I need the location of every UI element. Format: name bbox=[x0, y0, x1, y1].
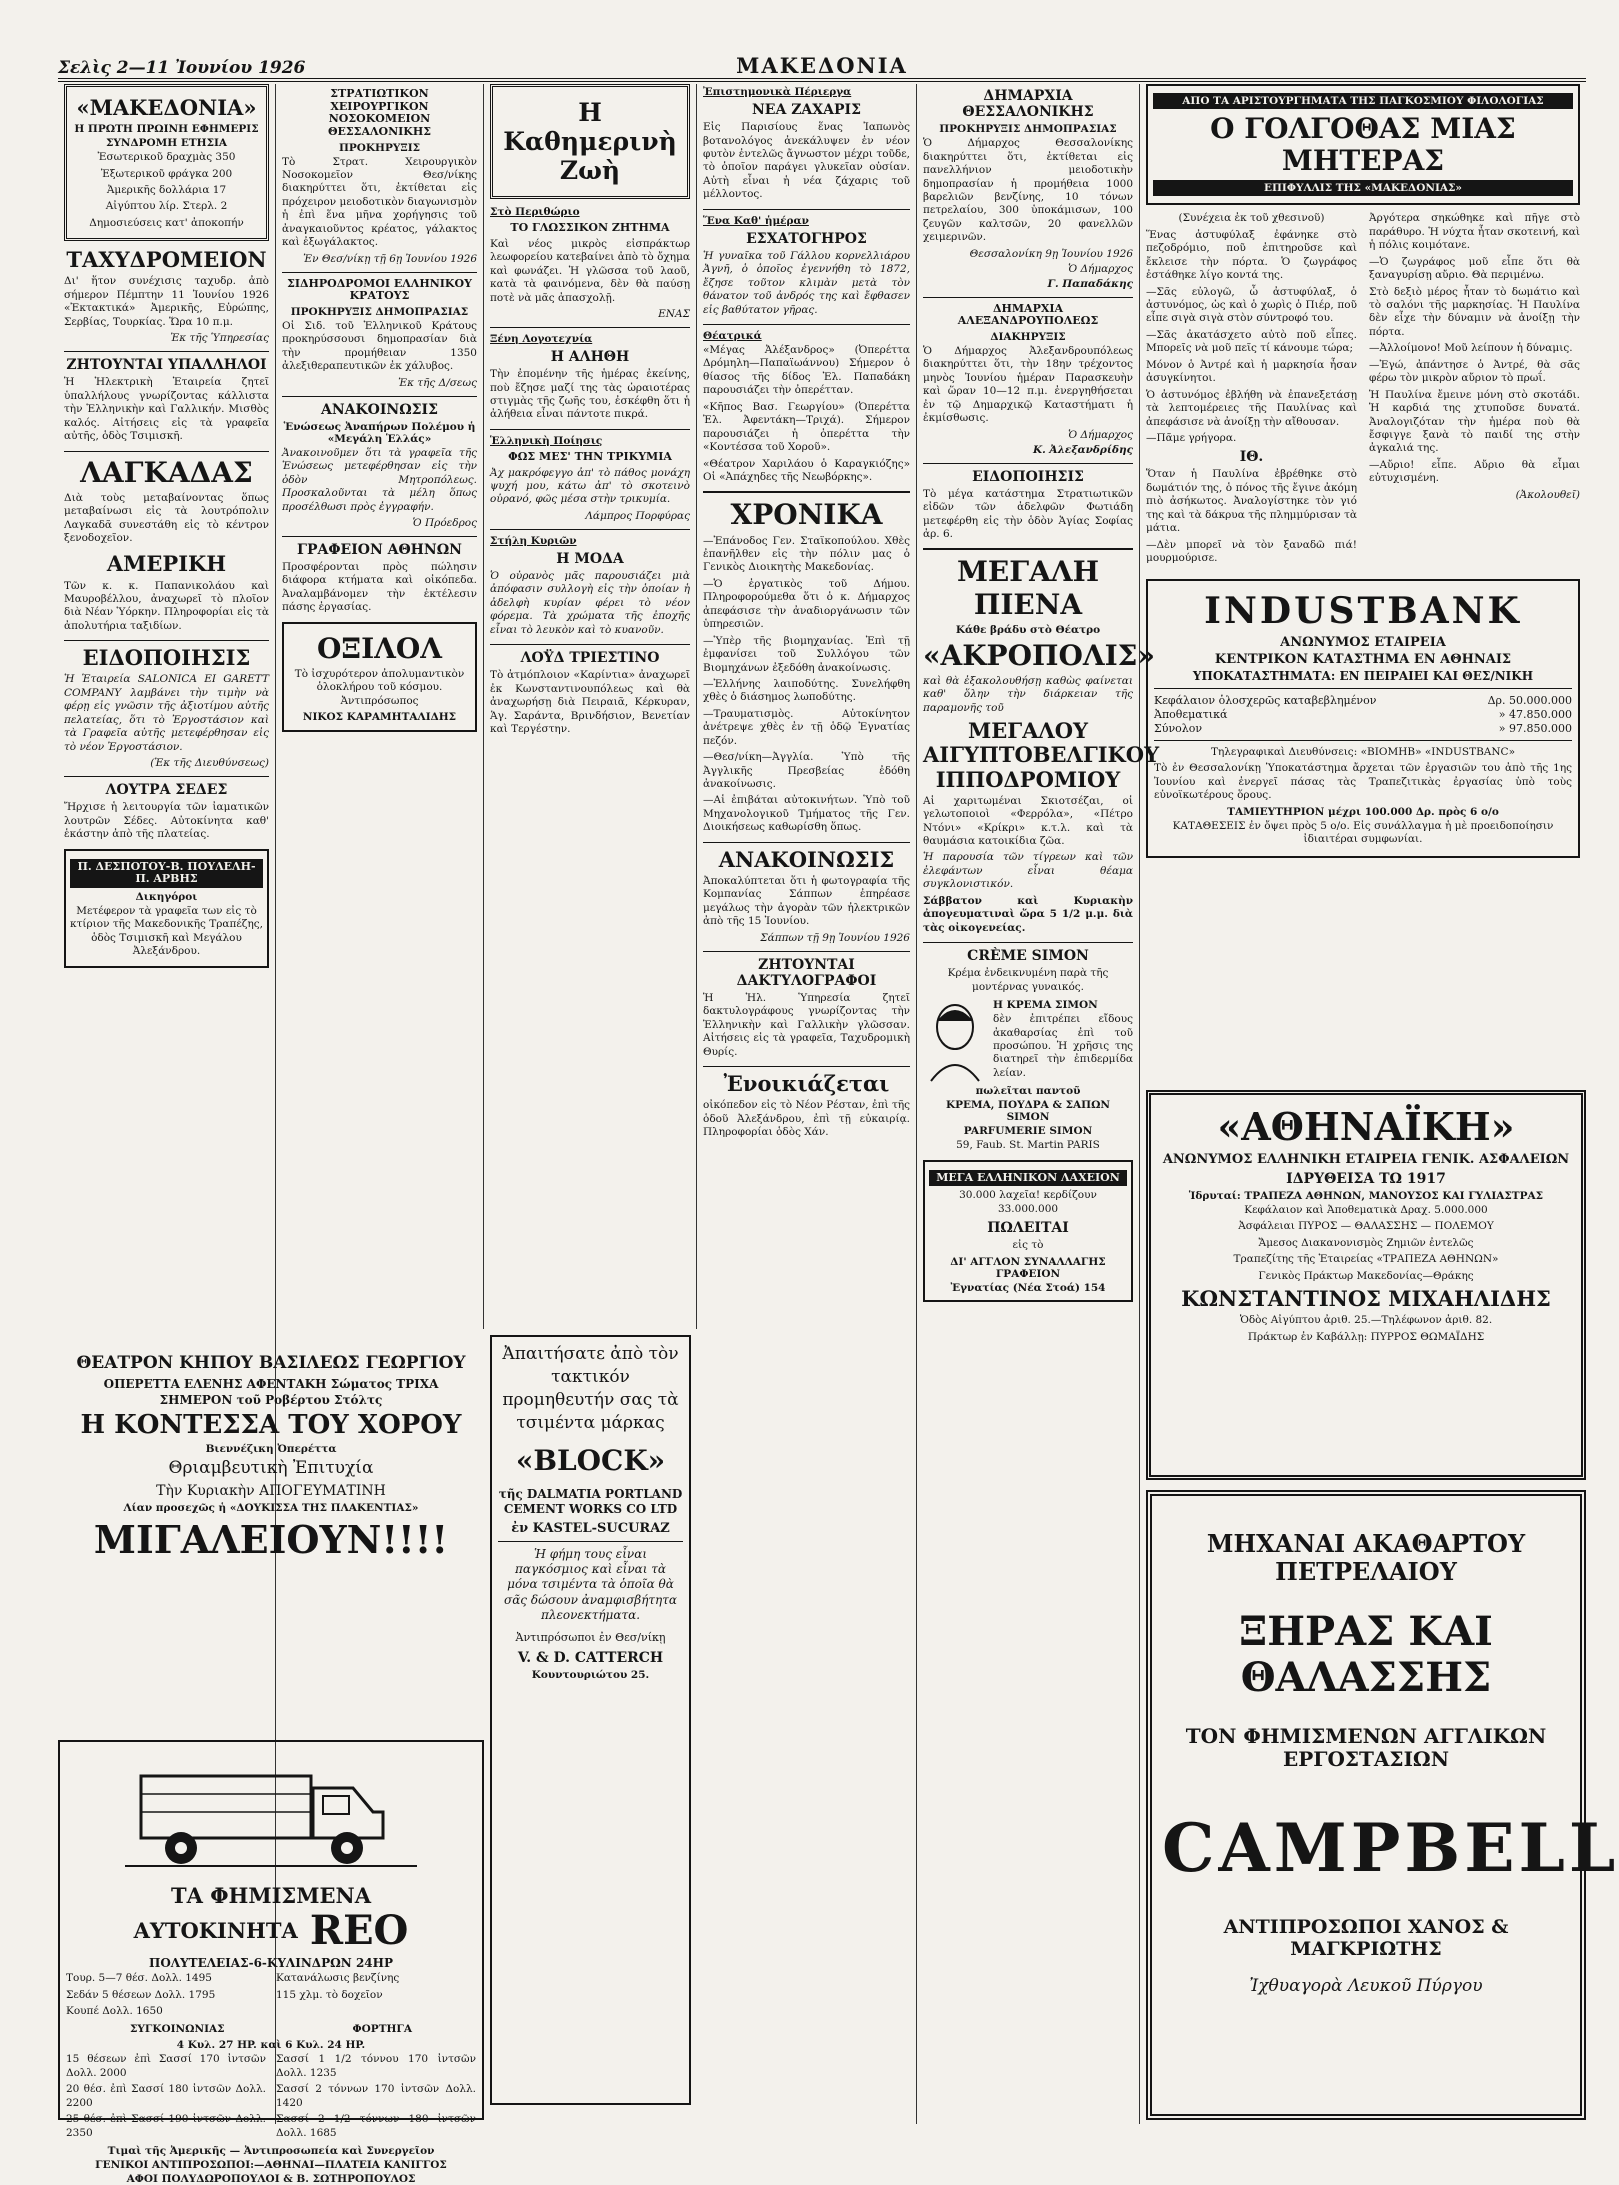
industbank-row-label: Ἀποθεματικά bbox=[1154, 707, 1228, 721]
industbank-branches: ΥΠΟΚΑΤΑΣΤΗΜΑΤΑ: ΕΝ ΠΕΙΡΑΙΕΙ ΚΑΙ ΘΕΣ/ΝΙΚΗ bbox=[1192, 668, 1534, 683]
lawyers-title: Π. ΔΕΣΠΟΤΟΥ-Β. ΠΟΥΛΕΛΗ-Π. ΑΡΒΗΣ bbox=[70, 859, 263, 888]
hospital-sig: Ἐν Θεσ/νίκῃ τῇ 6ῃ Ἰουνίου 1926 bbox=[303, 252, 477, 265]
reo-bus-spec: 4 Κυλ. 27 HP. καὶ 6 Κυλ. 24 HP. bbox=[176, 2039, 366, 2052]
wanted-text: Ἡ Ἡλεκτρικὴ Ἑταιρεία ζητεῖ ὑπαλλήλους γνωρίζοντας κάλλιστα τὴν Ἑλληνικὴν καὶ Γαλλικήν. Μισθὸς καλός. Αἰτήσεις εἰς τὰ γραφεῖα αὐτῆς, ὁδὸς Τσιμισκῆ. bbox=[64, 376, 269, 443]
industbank-subtitle: ΑΝΩΝΥΜΟΣ ΕΤΑΙΡΕΙΑ bbox=[1280, 634, 1446, 650]
reo-freight-title: ΦΟΡΤΗΓΑ bbox=[352, 2023, 413, 2036]
chronicles bbox=[703, 499, 910, 834]
railways-notice bbox=[282, 278, 477, 389]
alexandroupolis-sig-name: Κ. Ἀλεξανδρίδης bbox=[1032, 443, 1133, 456]
veterans-text: Ἀνακοινοῦμεν ὅτι τὰ γραφεῖα τῆς Ἑνώσεως μετεφέρθησαν εἰς τὴν ὁδὸν Μητροπόλεως. Προσκαλοῦνται τὰ μέλη ὅπως προσέλθωσι πρὸς ἐγγραφήν. bbox=[282, 446, 477, 513]
chronicle-item: —Θεσ/νίκη—Ἀγγλία. Ὑπὸ τῆς Ἀγγλικῆς Πρεσβείας ἐδόθη ἀνακοίνωσις. bbox=[703, 751, 910, 790]
campbell-line3: ΤΟΝ ΦΗΜΙΣΜΕΝΩΝ ΑΓΓΛΙΚΩΝ ΕΡΓΟΣΤΑΣΙΩΝ bbox=[1185, 1724, 1547, 1772]
chronicle-item: —Ὑπὲρ τῆς βιομηχανίας. Ἐπὶ τῇ ἐμφανίσει τοῦ Συλλόγου τῶν Βιομηχάνων ἐξεδόθη ἀνακοίνωσις. bbox=[703, 634, 910, 674]
circus-text2: Αἱ χαριτωμέναι Σκιοτσέζαι, οἱ γελωτοποιοὶ «Φερρόλα», «Πέτρο Ντόνι» «Κρίκρι» κ.τ.λ. καὶ τὰ θαυμάσια κατοικίδια ζῶα. bbox=[923, 794, 1133, 848]
athinaiki-title: «ΑΘΗΝΑΪΚΗ» bbox=[1217, 1104, 1515, 1149]
language-kicker: Στὸ Περιθώριο bbox=[490, 206, 580, 219]
hospital-title: ΣΤΡΑΤΙΩΤΙΚΟΝ ΧΕΙΡΟΥΡΓΙΚΟΝ ΝΟΣΟΚΟΜΕΙΟΝ ΘΕΣΣΑΛΟΝΙΚΗΣ bbox=[327, 87, 432, 138]
trieste-text: Τὸ ἀτμόπλοιον «Καρίντια» ἀναχωρεῖ ἐκ Κωνσταντινουπόλεως καὶ θὰ ἀναχωρήσῃ διὰ Πειραιᾶ, Κέρκυραν, Ἁγ. Σαράντα, Βρινδήσιον, Βενετίαν καὶ Τεργέστην. bbox=[490, 669, 690, 735]
reo-price-row: Κουπέ Δολλ. 1650 bbox=[66, 2005, 163, 2018]
block-ad-agent: Ἀντιπρόσωποι ἐν Θεσ/νίκῃ bbox=[515, 1631, 666, 1645]
theater-listing: «Μέγας Ἀλέξανδρος» (Ὀπερέττα Δρόμηλη—Παπαϊωάννου) Σήμερον ὁ θίασος τῆς δίδος Ἐλ. Παπαδάκη παρουσιάζει τὴν ὀπερέτταν. bbox=[703, 344, 910, 397]
creme-title: CRÈME SIMON bbox=[967, 948, 1089, 965]
lawyers-ad bbox=[64, 849, 269, 968]
serial-header bbox=[1146, 84, 1580, 205]
subscription-subtitle: Η ΠΡΩΤΗ ΠΡΩΙΝΗ ΕΦΗΜΕΡΙΣ bbox=[74, 123, 259, 136]
oxilol-text: Τὸ ἰσχυρότερον ἀπολυμαντικὸν ὁλοκλήρου τοῦ κόσμου. Ἀντιπρόσωπος bbox=[294, 667, 465, 707]
oxilol-agent: ΝΙΚΟΣ ΚΑΡΑΜΗΤΑΛΙΔΗΣ bbox=[302, 711, 457, 724]
poem-title: ΦΩΣ ΜΕΣ' ΤΗΝ ΤΡΙΚΥΜΙΑ bbox=[508, 449, 672, 463]
reo-brothers: ΑΦΟΙ ΠΟΛΥΔΩΡΟΠΟΥΛΟΙ & Β. ΣΩΤΗΡΟΠΟΥΛΟΣ bbox=[126, 2173, 416, 2185]
block-ad-brand: «BLOCK» bbox=[515, 1443, 666, 1477]
municipality-subtitle: ΠΡΟΚΗΡΥΞΙΣ ΔΗΜΟΠΡΑΣΙΑΣ bbox=[939, 123, 1117, 136]
block-cement-ad bbox=[490, 1335, 691, 2105]
industbank-row-value: » 97.850.000 bbox=[1498, 721, 1572, 735]
block-ad-address: Κουντουριώτου 25. bbox=[531, 1668, 650, 1681]
serial-title: Ο ΓΟΛΓΟΘΑΣ ΜΙΑΣ ΜΗΤΕΡΑΣ bbox=[1210, 112, 1516, 178]
serial-body bbox=[1146, 212, 1580, 568]
woman-portrait-icon bbox=[923, 997, 987, 1081]
industbank-row bbox=[1154, 708, 1572, 721]
chronicle-item: —Ὁ ἐργατικὸς τοῦ Δήμου. Πληροφορούμεθα ὅτι ὁ κ. Δήμαρχος ἀπεφάσισε τὴν ἀναδιοργάνωσιν τῶν ὑπηρεσιῶν. bbox=[703, 577, 910, 631]
block-ad-line1: Ἀπαιτήσατε ἀπὸ τὸν τακτικόν προμηθευτήν σας τὰ τσιμέντα μάρκας bbox=[502, 1344, 679, 1433]
athinaiki-insurance-ad bbox=[1146, 1090, 1586, 1480]
campbell-line2: ΞΗΡΑΣ ΚΑΙ ΘΑΛΑΣΣΗΣ bbox=[1239, 1608, 1493, 1702]
serial-paragraph: —Αὔριο! εἶπε. Αὔριο θὰ εἶμαι εὐτυχισμένη. bbox=[1369, 458, 1580, 485]
language-title: ΤΟ ΓΛΩΣΣΙΚΟΝ ΖΗΤΗΜΑ bbox=[510, 221, 670, 235]
circus-text: καὶ θὰ ἐξακολουθήσῃ καθὼς φαίνεται καθ' ὅλην τὴν διάρκειαν τῆς παραμονῆς τοῦ bbox=[923, 675, 1133, 714]
theater-listings bbox=[703, 330, 910, 484]
circus-ad bbox=[923, 555, 1160, 935]
chronicle-item: —Αἱ ἐπιβάται αὐτοκινήτων. Ὑπὸ τοῦ Μηχανολογικοῦ Τμήματος τῆς Γεν. Διοικήσεως καθωρίσθη ὅπως. bbox=[703, 794, 910, 834]
paper-name: ΜΑΚΕΔΟΝΙΑ bbox=[736, 53, 908, 78]
new-sugar-story bbox=[703, 86, 910, 202]
reo-prices: Τιμαὶ τῆς Ἀμερικῆς — Ἀντιπροσωπεία καὶ Συνεργεῖον bbox=[107, 2145, 435, 2158]
chronicle-item: —Ἐλλήνης λαιποδύτης. Συνελήφθη χθὲς ὁ διάσημος λωποδύτης. bbox=[703, 677, 910, 704]
column-4 bbox=[697, 84, 917, 2124]
campbell-agents: ΑΝΤΙΠΡΟΣΩΠΟΙ ΧΑΝΟΣ & ΜΑΓΚΡΙΩΤΗΣ bbox=[1223, 1916, 1509, 1960]
old-age-text: Ἡ γυναῖκα τοῦ Γάλλου κορνελλιάρου Ἀγνῆ, ὁ ὁποῖος ἐγεννήθη τὸ 1872, ἔζησε τοῦτον κλιμὰν μετὰ τὸν θάνατον τοῦ ἀνδρός της καὶ ἔφθασεν εἰς βαθύτατον γῆρας. bbox=[703, 249, 910, 316]
industbank-row-value: Δρ. 50.000.000 bbox=[1487, 693, 1572, 707]
company-notice-title: ΕΙΔΟΠΟΙΗΣΙΣ bbox=[82, 645, 251, 671]
column-2 bbox=[276, 84, 484, 1329]
theater-venue: ΘΕΑΤΡΟΝ ΚΗΠΟΥ ΒΑΣΙΛΕΩΣ ΓΕΩΡΓΙΟΥ bbox=[76, 1353, 466, 1373]
railways-sig: Ἐκ τῆς Δ/σεως bbox=[398, 376, 477, 389]
industbank-row bbox=[1154, 722, 1572, 735]
language-column bbox=[490, 206, 690, 320]
trieste-notice bbox=[490, 650, 690, 736]
campbell-brand: CAMPBELL bbox=[1162, 1809, 1619, 1888]
old-age-story bbox=[703, 215, 910, 317]
announcement bbox=[703, 848, 910, 944]
column-5 bbox=[917, 84, 1160, 2124]
block-ad-line2: τῆς DALMATIA PORTLAND CEMENT WORKS CO LTD bbox=[498, 1486, 683, 1517]
athinaiki-subtitle: ΑΝΩΝΥΜΟΣ ΕΛΛΗΝΙΚΗ ΕΤΑΙΡΕΙΑ ΓΕΝΙΚ. ΑΣΦΑΛΕΙΩΝ bbox=[1162, 1151, 1570, 1167]
serial-kicker: ΑΠΟ ΤΑ ΑΡΙΣΤΟΥΡΓΗΜΑΤΑ ΤΗΣ ΠΑΓΚΟΣΜΙΟΥ ΦΙΛΟΛΟΓΙΑΣ bbox=[1153, 93, 1573, 109]
america-text: Τῶν κ. κ. Παπανικολάου καὶ Μαυροβέλλου, ἀναχωρεῖ τὸ πλοῖον διὰ Νέαν Ὑόρκην. Πληροφορίαι εἰς τὰ ἀπολυτήρια ταξιδίων. bbox=[64, 579, 269, 632]
creme-text: Κρέμα ἐνδεικνυμένη παρὰ τῆς μοντέρνας γυναικός. bbox=[947, 967, 1109, 993]
industbank-row-label: Σύνολον bbox=[1154, 721, 1203, 735]
reo-brand: REO bbox=[309, 1907, 409, 1955]
industbank-deposits: ΚΑΤΑΘΕΣΕΙΣ ἐν ὄψει πρὸς 5 ο/ο. Εἰς συνάλλαγμα ἡ μὲ προειδοποίησιν ἰδιαιτέραι συμφωνίαι. bbox=[1172, 819, 1554, 846]
creme-text2: δὲν ἐπιτρέπει εἴδους ἀκαθαρσίας ἐπὶ τοῦ προσώπου. Ἡ χρῆσις της διατηρεῖ τὴν ἐπιδερμίδα λείαν. bbox=[993, 1013, 1133, 1079]
old-age-kicker: Ἕνα Καθ' ἡμέραν bbox=[703, 214, 809, 227]
serial-paragraph: Ὅταν ἡ Παυλίνα ἐβρέθηκε στὸ δωμάτιόν της, ὁ πόνος τῆς ἔγινε ἀκόμη πιὸ ἀσήκωτος. Ἀναλογίστηκε τὸν γιό της καὶ τὰ δάκρυα τῆς πλημμύρισαν τὰ μάτια. bbox=[1146, 468, 1357, 535]
theater-today: ΣΗΜΕΡΟΝ τοῦ Ροβέρτου Στόλτς bbox=[159, 1392, 383, 1407]
subscription-line: Ἐξωτερικοῦ φράγκα 200 bbox=[100, 167, 233, 180]
subscription-title: «ΜΑΚΕΔΟΝΙΑ» bbox=[76, 95, 257, 120]
reo-bus-title: ΣΥΓΚΟΙΝΩΝΙΑΣ bbox=[129, 2023, 225, 2036]
announcement-sig: Σάππων τῇ 9ῃ Ἰουνίου 1926 bbox=[760, 931, 910, 944]
theater-listing: «Κῆπος Βασ. Γεωργίου» (Ὀπερέττα Ἐλ. Ἀφεντάκη—Τριχά). Σήμερον παρουσιάζει ἡ ὀπερέττα τὴν «Κοντέσσα τοῦ Χοροῦ». bbox=[703, 400, 910, 454]
reo-spec: ΠΟΛΥΤΕΛΕΙΑΣ-6-ΚΥΛΙΝΔΡΩΝ 24HP bbox=[148, 1956, 394, 1971]
athinaiki-bank: Τραπεζίτης τῆς Ἑταιρείας «ΤΡΑΠΕΖΑ ΑΘΗΝΩΝ» bbox=[1233, 1253, 1499, 1266]
lottery-address: Ἐγνατίας (Νέα Στοά) 154 bbox=[950, 1281, 1106, 1294]
alexandroupolis-title: ΔΗΜΑΡΧΙΑ ΑΛΕΞΑΝΔΡΟΥΠΟΛΕΩΣ bbox=[957, 301, 1099, 328]
reo-freight-row: Σασσί 1 1/2 τόννου 170 ἰντσῶν Δολλ. 1235 bbox=[276, 2053, 476, 2079]
alexandroupolis-text: Ὁ Δήμαρχος Ἀλεξανδρουπόλεως διακηρύττει ὅτι, τὴν 18ην τρέχοντος μηνὸς Ἰουνίου ἡμέραν Παρασκευὴν καὶ ὥραν 10—12 π.μ. ἐνεργηθήσεται ἐν τῷ Δημαρχικῷ Καταστήματι ἡ ἐκμίσθωσις. bbox=[923, 344, 1133, 425]
circus-text4: Σάββατον καὶ Κυριακὴν ἀπογευματιναὶ ὥρα 5 1/2 μ.μ. διὰ τὰς οἰκογενείας. bbox=[923, 894, 1133, 934]
for-rent-title: Ἐνοικιάζεται bbox=[723, 1071, 890, 1097]
reo-price-row: Σεδάν 5 θέσεων Δολλ. 1795 bbox=[66, 1988, 216, 2001]
industbank-savings: ΤΑΜΙΕΥΤΗΡΙΟΝ μέχρι 100.000 Δρ. πρὸς 6 ο/ο bbox=[1227, 805, 1499, 818]
lottery-title: ΜΕΓΑ ΕΛΛΗΝΙΚΟΝ ΛΑΧΕΙΟΝ bbox=[929, 1170, 1127, 1187]
wanted-notice bbox=[64, 357, 269, 443]
reo-bus-row: 15 θέσεων ἐπὶ Σασσί 170 ἰντσῶν Δολλ. 2000 bbox=[66, 2053, 266, 2079]
subscription-line: Αἰγύπτου λίρ. Στερλ. 2 bbox=[105, 200, 228, 213]
poem-sig: Λάμπρος Πορφύρας bbox=[585, 509, 690, 522]
lagkadas-title: ΛΑΓΚΑΔΑΣ bbox=[80, 455, 253, 489]
alexandroupolis-subtitle: ΔΙΑΚΗΡΥΞΙΣ bbox=[990, 330, 1066, 343]
poem-text: Ἀχ μακρόφεγγο ἀπ' τὸ πάθος μονάχη ψυχή μου, κάτω ἀπ' τὸ σκοτεινὸ οὐρανό, φῶς μέσα στὴν τρικυμία. bbox=[490, 466, 690, 506]
serial-paragraph: Ἕνας ἀστυφύλαξ ἐφάνηκε στὸ πεζοδρόμιο, ποῦ ἐπιτηροῦσε καὶ ἔκλεισε τὴν πόρτα. Ὁ ζωγράφος ἐστάθηκε λίγο κοντά της. bbox=[1146, 228, 1357, 282]
veterans-notice bbox=[282, 402, 477, 529]
creme-simon-ad bbox=[923, 948, 1133, 1153]
theater-title: ΜΙΓΑΛΕΙΟΥΝ!!!! bbox=[93, 1517, 449, 1563]
baths-text: Ἤρχισε ἡ λειτουργία τῶν ἰαματικῶν λουτρῶν Σέδες. Αὐτοκίνητα καθ' ἑκάστην ἀπὸ τῆς πλατείας. bbox=[64, 801, 269, 841]
baths-title: ΛΟΥΤΡΑ ΣΕΔΕΣ bbox=[105, 782, 228, 799]
serial-paragraph: Μόνον ὁ Ἀντρέ καὶ ἡ μαρκησία ἦσαν ἀσυγκίνητοι. bbox=[1146, 358, 1357, 385]
theater-ad bbox=[58, 1350, 484, 1730]
reo-line1: ΤΑ ΦΗΜΙΣΜΕΝΑ bbox=[170, 1883, 372, 1908]
serial-paragraph: —Πᾶμε γρήγορα. bbox=[1146, 431, 1237, 444]
for-rent-text: οἰκόπεδον εἰς τὸ Νέον Ρέσταν, ἐπὶ τῆς ὁδοῦ Ἀλεξάνδρου, ἐπὶ τῇ εὐκαιρίᾳ. Πληροφορίαι ὁδὸς Χάν. bbox=[703, 1099, 910, 1139]
serial-paragraph: —Σᾶς ἀκατάσχετο αὐτὸ ποῦ εἶπες. Μπορεῖς νὰ μοῦ πεῖς τί κάνουμε τώρα; bbox=[1146, 328, 1357, 355]
block-ad-agent-name: V. & D. CATTERCH bbox=[517, 1649, 664, 1666]
oxilol-ad bbox=[282, 622, 477, 733]
subscription-heading: ΣΥΝΔΡΟΜΗ ΕΤΗΣΙΑ bbox=[105, 137, 228, 150]
subscription-box bbox=[64, 84, 269, 241]
lottery-ad bbox=[923, 1160, 1133, 1302]
baths-notice bbox=[64, 782, 269, 841]
serial-sig: (Ἀκολουθεῖ) bbox=[1515, 488, 1580, 501]
lawyers-text: Μετέφερον τὰ γραφεῖα των εἰς τὸ κτίριον τῆς Μακεδονικῆς Τραπέζης, ὁδὸς Τσιμισκῆ καὶ Μεγάλου Ἀλεξάνδρου. bbox=[70, 904, 264, 958]
typists-wanted bbox=[703, 957, 910, 1059]
serial-paragraph: Ἡ Παυλίνα ἔμεινε μόνη στὸ σκοτάδι. Ἡ καρδιά της χτυποῦσε δυνατά. Ἀναλογιζόταν τὴν ἡμέρα ποὺ θὰ ἔσφιγγε ξανὰ τὸ παιδί της στὴν ἀγκαλιά της. bbox=[1369, 388, 1580, 455]
industbank-row-value: » 47.850.000 bbox=[1498, 707, 1572, 721]
truth-title: Η ΑΛΗΘΗ bbox=[550, 349, 630, 366]
chronicle-item: —Τραυματισμὸς. Αὐτοκίνητον ἀνέτρεψε χθὲς ἐν τῇ ὁδῷ Ἐγνατίας πεζόν. bbox=[703, 707, 910, 747]
masthead bbox=[58, 48, 1586, 82]
reo-truck-ad bbox=[58, 1740, 484, 2185]
daily-life-title: Η Καθημερινὴ Ζωὴ bbox=[503, 98, 677, 185]
theater-listings-kicker: Θέατρικά bbox=[703, 330, 762, 342]
creme-brand: PARFUMERIE SIMON bbox=[963, 1125, 1093, 1138]
fashion-title: Η ΜΟΔΑ bbox=[556, 550, 624, 567]
america-notice bbox=[64, 552, 269, 633]
column-3 bbox=[484, 84, 697, 1329]
athens-office-notice bbox=[282, 542, 477, 615]
lottery-office: ΔΙ' ΑΓΓΛΟΝ ΣΥΝΑΛΛΑΓΗΣ ΓΡΑΦΕΙΟΝ bbox=[950, 1255, 1106, 1280]
theater-success: Θριαμβευτικὴ Ἐπιτυχία bbox=[168, 1458, 374, 1479]
serial-paragraph: —Σᾶς εὐλογῶ, ὦ ἀστυφύλαξ, ὁ ἀστυνόμος, ὡς καὶ ὁ χωρὶς ὁ Πιέρ, ποῦ εἶπε σιγὰ σιγὰ στὸν σύντροφό του. bbox=[1146, 285, 1357, 325]
creme-sell: πωλεῖται παντοῦ bbox=[975, 1085, 1081, 1098]
store-notice-title: ΕΙΔΟΠΟΙΗΣΙΣ bbox=[972, 468, 1084, 485]
block-ad-line3: Ἡ φήμη τους εἶναι παγκόσμιος καὶ εἶναι τὰ μόνα τσιμέντα τὰ ὁποῖα θὰ σᾶς δώσουν ἀναμφισβήτητα πλεονεκτήματα. bbox=[504, 1546, 677, 1623]
column-6 bbox=[1140, 84, 1586, 1169]
serial-subtitle: ΕΠΙΦΥΛΛΙΣ ΤΗΣ «ΜΑΚΕΔΟΝΙΑΣ» bbox=[1153, 180, 1573, 196]
athinaiki-kavala: Πράκτωρ ἐν Καβάλλῃ: ΠΥΡΡΟΣ ΘΩΜΑΪΔΗΣ bbox=[1247, 1330, 1485, 1343]
campbell-line1: ΜΗΧΑΝΑΙ ΑΚΑΘΑΡΤΟΥ ΠΕΤΡΕΛΑΙΟΥ bbox=[1206, 1529, 1526, 1586]
lottery-text: 30.000 λαχεῖα! κερδίζουν 33.000.000 bbox=[959, 1189, 1097, 1215]
language-sig: ΕΝΑΣ bbox=[658, 308, 690, 321]
municipality-date: Θεσσαλονίκη 9ῃ Ἰουνίου 1926 bbox=[969, 247, 1133, 260]
industbank-ad bbox=[1146, 579, 1580, 858]
serial-cont: (Συνέχεια ἐκ τοῦ χθεσινοῦ) bbox=[1178, 212, 1325, 225]
industbank-row bbox=[1154, 694, 1572, 707]
subscription-line: Δημοσιεύσεις κατ' ἀποκοπήν bbox=[89, 216, 244, 229]
theater-next: Λίαν προσεχῶς ἡ «ΔΟΥΚΙΣΣΑ ΤΗΣ ΠΛΑΚΕΝΤΙΑΣ» bbox=[123, 1502, 419, 1515]
circus-headline: ΜΕΓΑΛΗ ΠΙΕΝΑ bbox=[956, 555, 1100, 621]
announcement-text: Ἀποκαλύπτεται ὅτι ἡ φωτογραφία τῆς Κομπανίας Σάππων ἐπηρέασε μεγάλως τὴν ἀγορὰν τῶν ἠλεκτρικῶν ἀπὸ τῆς 15 Ἰουνίου. bbox=[703, 874, 910, 928]
athinaiki-claims: Ἄμεσος Διακανονισμὸς Ζημιῶν ἐντελῶς bbox=[1258, 1236, 1474, 1249]
athinaiki-agent-name: ΚΩΝΣΤΑΝΤΙΝΟΣ ΜΙΧΑΗΛΙΔΗΣ bbox=[1181, 1285, 1551, 1311]
veterans-subtitle: Ἑνώσεως Ἀναπήρων Πολέμου ἡ «Μεγάλη Ἑλλάς» bbox=[283, 420, 476, 445]
athens-office-title: ΓΡΑΦΕΙΟΝ ΑΘΗΝΩΝ bbox=[297, 541, 462, 558]
fashion-kicker: Στήλη Κυριῶν bbox=[490, 534, 577, 547]
store-notice bbox=[923, 469, 1133, 542]
reo-freight-row: Σασσί 2 1/2 τόννων 180 ἰντσῶν Δολλ. 1685 bbox=[276, 2113, 476, 2139]
railways-subtitle: ΠΡΟΚΗΡΥΞΙΣ ΔΗΜΟΠΡΑΣΙΑΣ bbox=[290, 305, 469, 318]
serial-paragraph: —Ὁ ζωγράφος μοῦ εἶπε ὅτι θὰ ξαναγυρίσῃ αὔριο. Θὰ περιμένω. bbox=[1369, 255, 1580, 282]
trieste-title: ΛΟΫΔ ΤΡΙΕΣΤΙΝΟ bbox=[520, 650, 660, 667]
truth-kicker: Ξένη Λογοτεχνία bbox=[490, 333, 593, 346]
athinaiki-agent: Γενικὸς Πράκτωρ Μακεδονίας—Θράκης bbox=[1258, 1269, 1474, 1282]
veterans-title: ΑΝΑΚΟΙΝΩΣΙΣ bbox=[320, 401, 439, 418]
athinaiki-capital: Κεφάλαιον καὶ Ἀποθεματικὰ Δραχ. 5.000.000 bbox=[1244, 1203, 1488, 1216]
industbank-row-label: Κεφάλαιον ὁλοσχερῶς καταβεβλημένον bbox=[1154, 693, 1377, 707]
circus-name: ΜΕΓΑΛΟΥ ΑΙΓΥΠΤΟΒΕΛΓΙΚΟΥ ΙΠΠΟΔΡΟΜΙΟΥ bbox=[923, 718, 1160, 792]
block-ad-place: ἐν KASTEL-SUCURAZ bbox=[511, 1520, 670, 1536]
serial-chapter: ΙΘ. bbox=[1239, 449, 1264, 466]
company-notice-sig: (Ἐκ τῆς Διευθύνσεως) bbox=[150, 757, 269, 770]
athinaiki-founded: ΙΔΡΥΘΕΙΣΑ ΤΩ 1917 bbox=[1286, 1170, 1446, 1187]
reo-reps: ΓΕΝΙΚΟΙ ΑΝΤΙΠΡΟΣΩΠΟΙ:—ΑΘΗΝΑΙ—ΠΛΑΤΕΙΑ ΚΑΝΙΓΓΟΣ bbox=[95, 2159, 447, 2172]
theater-company: ΟΠΕΡΕΤΤΑ ΕΛΕΝΗΣ ΑΦΕΝΤΑΚΗ Σώματος ΤΡΙΧΑ bbox=[103, 1376, 439, 1391]
fashion-text: Ὁ οὐρανὸς μᾶς παρουσιάζει μιὰ ἀπόφασιν συλλογὴ εἰς τὴν ὁποίαν ἡ ἀδελφὴ κυρίαν φέρει τὸ νέον φόρεμα. Τὰ χρώματα τῆς ἐποχῆς εἶναι τὸ λευκὸν καὶ τὸ κυανοῦν. bbox=[490, 569, 690, 636]
daily-life-banner bbox=[490, 84, 690, 199]
lawyers-heading: Δικηγόροι bbox=[135, 890, 198, 903]
alexandroupolis-notice bbox=[923, 303, 1133, 456]
serial-paragraph: —Ἐγώ, ἀπάντησε ὁ Ἀντρέ, θὰ σᾶς φέρω τὸν μικρὸν αὔριον τὸ πρωΐ. bbox=[1369, 358, 1580, 385]
serial-paragraph: —Δὲν μπορεῖ νὰ τὸν ξαναδῶ πιά! μουρμούρισε. bbox=[1146, 538, 1357, 565]
campbell-engines-ad bbox=[1146, 1490, 1619, 2120]
reo-fuel-row: Κατανάλωσις βενζίνης bbox=[276, 1972, 400, 1985]
circus-venue: «ΑΚΡΟΠΟΛΙΣ» bbox=[923, 638, 1155, 672]
industbank-text: Τὸ ἐν Θεσσαλονίκῃ Ὑποκατάστημα ἄρχεται τῶν ἐργασιῶν του ἀπὸ τῆς 1ης Ἰουνίου καὶ ἐνεργεῖ πάσας τὰς Τραπεζιτικὰς ἐργασίας ὑπὸ τοὺς εὐνοϊκωτέρους ὅρους. bbox=[1154, 762, 1572, 802]
fashion-column bbox=[490, 535, 690, 637]
new-sugar-kicker: Ἐπιστημονικὰ Πέριεργα bbox=[703, 86, 852, 98]
serial-paragraph: —Ἀλλοίμονο! Μοῦ λείπουν ἡ δύναμις. bbox=[1369, 342, 1573, 355]
municipality-sig-title: Ὁ Δήμαρχος bbox=[1068, 262, 1133, 275]
creme-line: ΚΡΕΜΑ, ΠΟΥΔΡΑ & ΣΑΠΩΝ SIMON bbox=[945, 1099, 1111, 1124]
subscription-line: Ἐσωτερικοῦ δραχμὰς 350 bbox=[97, 151, 236, 164]
post-office-text: Δι' ἥτον συνέχισις ταχυδρ. ἀπὸ σήμερον Πέμπτην 11 Ἰουνίου 1926 «Ἐκτακτικά» Ἀμερικῆς, Εὐρώπης, Σερβίας, Τουρκίας. Ὥρα 10 π.μ. bbox=[64, 275, 269, 328]
theater-listing: «Θέατρον Χαριλάου ὁ Καραγκιόζης» Οἱ «Ἀπάχηδες τῆς Νεωβόρκης». bbox=[703, 457, 910, 483]
reo-fuel-row: 115 χλμ. τὸ δοχεῖον bbox=[276, 1988, 383, 2001]
reo-bus-row: 25 θέσ. ἐπὶ Σασσί 190 ἰντσῶν Δολλ. 2350 bbox=[66, 2113, 266, 2139]
hospital-subtitle: ΠΡΟΚΗΡΥΞΙΣ bbox=[338, 141, 421, 154]
industbank-title: INDUSTBANK bbox=[1204, 589, 1522, 632]
reo-bus-row: 20 θέσ. ἐπὶ Σασσί 180 ἰντσῶν Δολλ. 2200 bbox=[66, 2083, 266, 2109]
poem-kicker: Ἑλληνικὴ Ποίησις bbox=[490, 434, 603, 447]
lagkadas-text: Διὰ τοὺς μεταβαίνοντας ὅπως μεταβαίνωσι εἰς τὰ λουτρόπολιν Λαγκαδᾶ συνεστάθη εἰς τὸ κέντρον ξενοδοχεῖον. bbox=[64, 491, 269, 544]
page-date: Σελὶς 2—11 Ἰουνίου 1926 bbox=[58, 58, 306, 78]
new-sugar-title: ΝΕΑ ΖΑΧΑΡΙΣ bbox=[752, 102, 861, 118]
theater-show: Η ΚΟΝΤΕΣΣΑ ΤΟΥ ΧΟΡΟΥ bbox=[80, 1409, 462, 1440]
post-office-sig: Ἐκ τῆς Ὑπηρεσίας bbox=[170, 332, 269, 345]
reo-line2: ΑΥΤΟΚΙΝΗΤΑ bbox=[133, 1918, 298, 1944]
serial-paragraph: Ὁ ἀστυνόμος ἐβλήθη νὰ ἐπανεξετάσῃ τὰ λεπτομέρειες τῆς Παυλίνας καὶ ἀπεφάσισε νὰ ἀνοίξῃ τὴν αἴθουσαν. bbox=[1146, 388, 1357, 428]
theater-genre: Βιεννέζικη Ὀπερέττα bbox=[205, 1443, 337, 1456]
america-title: ΑΜΕΡΙΚΗ bbox=[106, 551, 227, 577]
old-age-title: ΕΣΧΑΤΟΓΗΡΟΣ bbox=[746, 230, 867, 247]
industbank-telegraph: Τηλεγραφικαὶ Διευθύνσεις: «ΒΙΟΜΗΒ» «INDUSTBANC» bbox=[1210, 745, 1516, 758]
chronicles-title: ΧΡΟΝΙΚΑ bbox=[730, 498, 883, 532]
municipality-title: ΔΗΜΑΡΧΙΑ ΘΕΣΣΑΛΟΝΙΚΗΣ bbox=[962, 88, 1094, 121]
typists-text: Ἡ Ἡλ. Ὑπηρεσία ζητεῖ δακτυλογράφους γνωρίζοντας τὴν Ἑλληνικὴν καὶ Γαλλικὴν γλῶσσαν. Αἰτήσεις εἰς τὰ γραφεῖα, Ταχυδρομικὴ Θυρίς. bbox=[703, 991, 910, 1058]
railways-text: Οἱ Σιδ. τοῦ Ἑλληνικοῦ Κράτους προκηρύσσουσι δημοπρασίαν διὰ τὴν προμήθειαν 1350 ἀλεξιθεραπευτικῶν ἐκ χάλυβος. bbox=[282, 319, 477, 373]
company-notice-text: Ἡ Ἑταιρεία SALONICA ΕΙ GARETT COMPANY λαμβάνει τὴν τιμὴν νὰ φέρῃ εἰς γνῶσιν τῆς ἀξιοτίμου αὐτῆς πελατείας, ὅτι τὸ Ἐργοστάσιον καὶ τὰ Γραφεῖα αὐτῆς μετεφέρθησαν εἰς τὸ νέον Ἐργοστάσιον. bbox=[64, 673, 269, 753]
post-office-notice bbox=[64, 248, 269, 344]
creme-address: 59, Faub. St. Martin PARIS bbox=[956, 1139, 1100, 1152]
circus-text3: Ἡ παρουσία τῶν τίγρεων καὶ τῶν ἐλεφάντων εἶναι θέαμα συγκλονιστικόν. bbox=[923, 851, 1133, 891]
typists-title: ΖΗΤΟΥΝΤΑΙ ΔΑΚΤΥΛΟΓΡΑΦΟΙ bbox=[736, 956, 877, 989]
chronicle-item: —Ἐπάνοδος Γεν. Σταϊκοπούλου. Χθὲς ἐπανῆλθεν εἰς τὴν πόλιν μας ὁ Γενικὸς Διοικητὴς Μακεδονίας. bbox=[703, 534, 910, 574]
new-sugar-text: Εἰς Παρισίους ἕνας Ἰαπωνὸς βοτανολόγος ἀνεκάλυψεν ἐν νέον φυτὸν ἐντελῶς ἄγνωστον μέχρι τοῦδε, τὸ ὁποῖον παράγει γλυκεῖαν οὐσίαν. Αὐτὴ εἶναι ἡ νέα ζάχαρις τοῦ μέλλοντος. bbox=[703, 121, 910, 201]
lottery-text2: εἰς τὸ bbox=[1012, 1239, 1044, 1252]
veterans-sig: Ὁ Πρόεδρος bbox=[412, 516, 477, 529]
for-rent bbox=[703, 1072, 910, 1139]
theater-sunday: Τὴν Κυριακὴν ΑΠΟΓΕΥΜΑΤΙΝΗ bbox=[156, 1482, 386, 1499]
truth-text: Τὴν ἐπομένην τῆς ἡμέρας ἐκείνης, ποὺ ἔζησε μαζί της τὰς ὡραιοτέρας στιγμὰς τῆς ζωῆς του, ἐσκέφθη ὅτι ἡ ἀλήθεια εἶναι πάντοτε πικρά. bbox=[490, 368, 690, 421]
post-office-title: ΤΑΧΥΔΡΟΜΕΙΟΝ bbox=[66, 247, 267, 273]
company-notice bbox=[64, 646, 269, 769]
store-notice-text: Τὸ μέγα κατάστημα Στρατιωτικῶν εἰδῶν τῶν ἀδελφῶν Φωτιάδη μετεφέρθη εἰς τὴν ὁδὸν Ἁγίας Σοφίας ἀρ. 6. bbox=[923, 487, 1133, 540]
circus-sub: Κάθε βράδυ στὸ Θέατρο bbox=[955, 623, 1101, 636]
municipality-text: Ὁ Δήμαρχος Θεσσαλονίκης διακηρύττει ὅτι, ἐκτίθεται εἰς πανελλήνιον μειοδοτικὴν δημοπρασίαν ἡ προμήθεια 1000 βαρελιῶν βενζίνης, 10 τόνων πετρελαίου, 300 ὑποκάμισων, 100 ζευγῶν καλτσῶν, 20 φανελλῶν χειμερινῶν. bbox=[923, 137, 1133, 244]
truck-illustration-icon bbox=[121, 1754, 421, 1874]
hospital-notice bbox=[282, 88, 477, 265]
announcement-title: ΑΝΑΚΟΙΝΩΣΙΣ bbox=[718, 846, 895, 872]
language-text: Καὶ νέος μικρὸς εἰσπράκτωρ λεωφορείου κατεβαίνει ἀπὸ τὸ ὄχημα καὶ φωνάζει. Ἡ γλῶσσα τοῦ λαοῦ, κατὰ τὰ φαινόμενα, δὲν θὰ παύσῃ ποτὲ νὰ μᾶς ἀπασχολῇ. bbox=[490, 237, 690, 304]
lottery-sell: ΠΩΛΕΙΤΑΙ bbox=[987, 1220, 1069, 1237]
campbell-address: Ἰχθυαγορὰ Λευκοῦ Πύργου bbox=[1249, 1975, 1483, 1996]
municipality-notice bbox=[923, 88, 1133, 290]
industbank-heading: ΚΕΝΤΡΙΚΟΝ ΚΑΤΑΣΤΗΜΑ ΕΝ ΑΘΗΝΑΙΣ bbox=[1214, 651, 1512, 667]
subscription-line: Ἀμερικῆς δολλάρια 17 bbox=[106, 184, 227, 197]
reo-price-row: Τουρ. 5—7 θέσ. Δολλ. 1495 bbox=[66, 1972, 212, 1985]
railways-title: ΣΙΔΗΡΟΔΡΟΜΟΙ ΕΛΛΗΝΙΚΟΥ ΚΡΑΤΟΥΣ bbox=[287, 276, 472, 303]
lagkadas-notice bbox=[64, 457, 269, 546]
municipality-sig-name: Γ. Παπαδάκης bbox=[1047, 277, 1133, 290]
oxilol-title: ΟΞΙΛΟΛ bbox=[316, 631, 443, 665]
serial-paragraph: Ἀργότερα σηκώθηκε καὶ πῆγε στὸ παράθυρο. Ἡ νύχτα ἦταν σκοτεινή, καὶ ἡ πόλις κοιμότανε. bbox=[1369, 212, 1580, 252]
athinaiki-address: Ὁδὸς Αἰγύπτου ἀριθ. 25.—Τηλέφωνον ἀριθ. 82. bbox=[1239, 1314, 1493, 1327]
reo-freight-row: Σασσί 2 τόννων 170 ἰντσῶν Δολλ. 1420 bbox=[276, 2083, 476, 2109]
creme-heading: Η ΚΡΕΜΑ ΣΙΜΟΝ bbox=[993, 999, 1098, 1012]
athinaiki-insurance: Ἀσφάλειαι ΠΥΡΟΣ — ΘΑΛΑΣΣΗΣ — ΠΟΛΕΜΟΥ bbox=[1238, 1220, 1494, 1233]
hospital-text: Τὸ Στρατ. Χειρουργικὸν Νοσοκομεῖον Θεσ/νίκης διακηρύττει ὅτι, ἐκτίθεται εἰς πρόχειρον μειοδοτικὸν διαγωνισμὸν ἡ ἐπὶ ἕνα μῆνα χορήγησις τοῦ ἀναγκαιοῦντος κρέατος, γάλακτος καὶ ἐξωγάλακτος. bbox=[282, 155, 477, 249]
alexandroupolis-sig-title: Ὁ Δήμαρχος bbox=[1068, 428, 1133, 441]
wanted-title: ΖΗΤΟΥΝΤΑΙ ΥΠΑΛΛΗΛΟΙ bbox=[66, 357, 267, 374]
poem bbox=[490, 435, 690, 522]
truth-story bbox=[490, 333, 690, 422]
athinaiki-founders: Ἱδρυταί: ΤΡΑΠΕΖΑ ΑΘΗΝΩΝ, ΜΑΝΟΥΣΟΣ ΚΑΙ ΓΥΛΙΑΣΤΡΑΣ bbox=[1188, 1189, 1544, 1202]
athens-office-text: Προσφέρονται πρὸς πώλησιν διάφορα κτήματα καὶ οἰκόπεδα. Ἀναλαμβάνομεν τὴν ἐκτέλεσιν πάσης ἐργασίας. bbox=[282, 561, 477, 614]
serial-paragraph: Στὸ δεξιὸ μέρος ἦταν τὸ δωμάτιο καὶ τὸ σαλόνι τῆς μαρκησίας. Ἡ Παυλίνα δὲν εἶχε τὴν δύναμιν νὰ ἀνοίξῃ τὴν πόρτα. bbox=[1369, 285, 1580, 338]
